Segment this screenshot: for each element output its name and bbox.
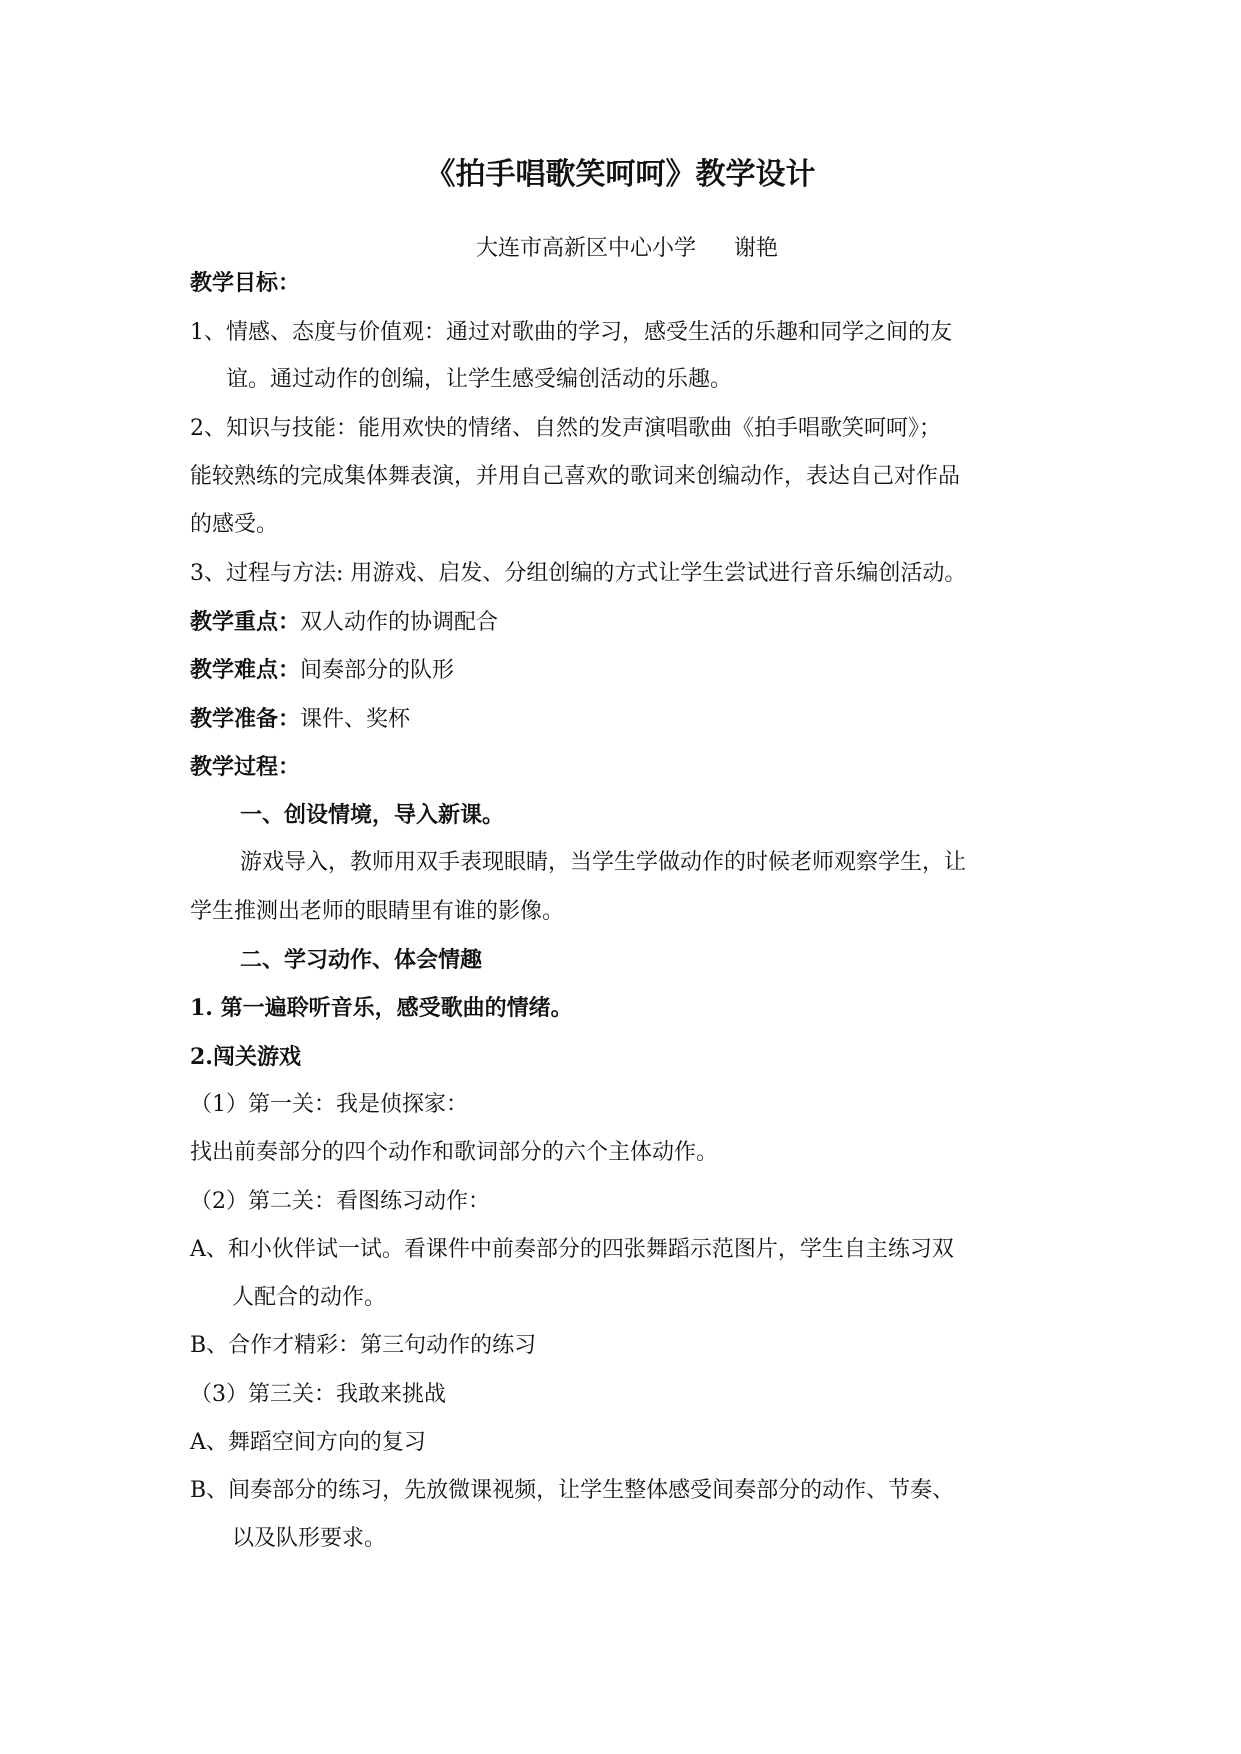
process-heading: 教学过程： xyxy=(190,754,301,780)
level-3-item-b-line-1: B、间奏部分的练习，先放微课视频，让学生整体感受间奏部分的动作、节奏、 xyxy=(190,1478,955,1503)
objective-2-line-1: 2、知识与技能：能用欢快的情绪、自然的发声演唱歌曲《拍手唱歌笑呵呵》； xyxy=(190,416,941,441)
level-2-title: （2）第二关：看图练习动作： xyxy=(190,1189,490,1214)
level-3-item-b-line-2: 以及队形要求。 xyxy=(232,1526,387,1551)
step-2: 2.闯关游戏 xyxy=(190,1044,301,1070)
section-1-paragraph-line-1: 游戏导入，教师用双手表现眼睛，当学生学做动作的时候老师观察学生，让 xyxy=(240,850,967,875)
level-2-item-a-line-1: A、和小伙伴试一试。看课件中前奏部分的四张舞蹈示范图片，学生自主练习双 xyxy=(190,1237,954,1262)
level-3-title: （3）第三关：我敢来挑战 xyxy=(190,1382,446,1407)
objective-2-line-3: 的感受。 xyxy=(190,512,279,537)
step-1: 1. 第一遍聆听音乐，感受歌曲的情绪。 xyxy=(190,995,573,1021)
school-name: 大连市高新区中心小学 xyxy=(476,236,697,261)
difficulty-text: 间奏部分的队形 xyxy=(300,658,455,683)
byline xyxy=(476,234,778,264)
level-1-title: （1）第一关：我是侦探家： xyxy=(190,1092,468,1117)
section-1-paragraph-line-2: 学生推测出老师的眼睛里有谁的影像。 xyxy=(190,899,565,924)
preparation-label: 教学准备： xyxy=(190,706,301,732)
author-name: 谢艳 xyxy=(734,236,779,261)
level-1-text: 找出前奏部分的四个动作和歌词部分的六个主体动作。 xyxy=(190,1140,719,1165)
objective-2-line-2: 能较熟练的完成集体舞表演，并用自己喜欢的歌词来创编动作，表达自己对作品 xyxy=(190,464,961,489)
key-point-label: 教学重点： xyxy=(190,609,301,635)
level-2-item-b: B、合作才精彩：第三句动作的练习 xyxy=(190,1333,537,1358)
document-title: 《拍手唱歌笑呵呵》教学设计 xyxy=(425,157,816,192)
section-1-title: 一、创设情境，导入新课。 xyxy=(240,802,505,828)
preparation xyxy=(190,704,1060,735)
level-3-item-a: A、舞蹈空间方向的复习 xyxy=(190,1430,426,1455)
difficulty-label: 教学难点： xyxy=(190,657,301,683)
section-2-title: 二、学习动作、体会情趣 xyxy=(240,947,483,973)
objective-1-line-2: 谊。通过动作的创编，让学生感受编创活动的乐趣。 xyxy=(226,367,733,392)
key-point xyxy=(190,607,1060,638)
key-point-text: 双人动作的协调配合 xyxy=(300,610,499,635)
objective-3: 3、过程与方法: 用游戏、启发、分组创编的方式让学生尝试进行音乐编创活动。 xyxy=(190,561,967,586)
difficulty xyxy=(190,655,1060,686)
level-2-item-a-line-2: 人配合的动作。 xyxy=(232,1285,387,1310)
objectives-heading: 教学目标： xyxy=(190,270,301,296)
objective-1-line-1: 1、情感、态度与价值观：通过对歌曲的学习，感受生活的乐趣和同学之间的友 xyxy=(190,320,952,345)
preparation-text: 课件、奖杯 xyxy=(300,707,411,732)
